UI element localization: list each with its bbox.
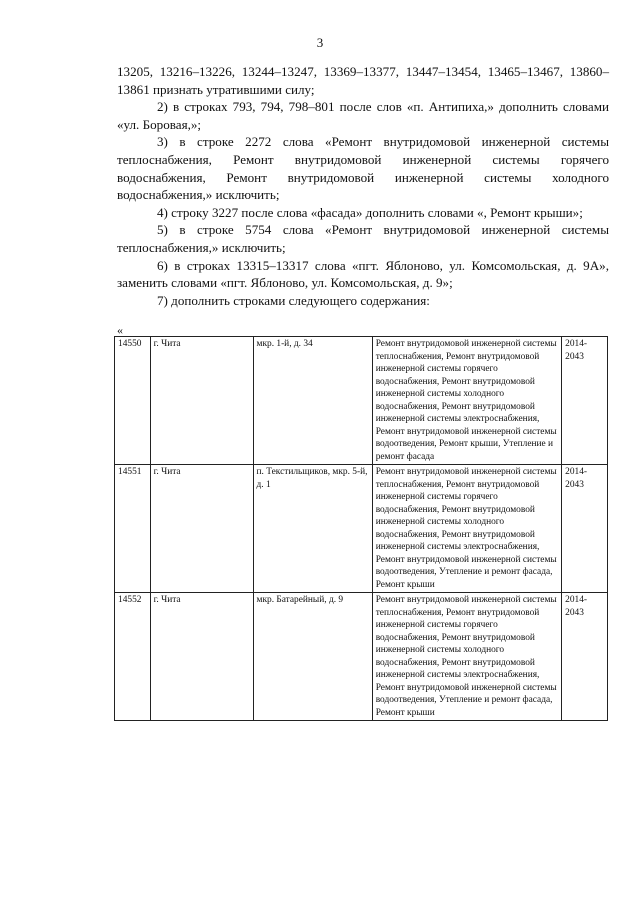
- paragraph-item-5: 5) в строке 5754 слова «Ремонт внутридомовой инженерной системы теплоснабжения,» исключить;: [117, 222, 609, 255]
- row-number-cell: 14552: [115, 593, 151, 721]
- address-cell: мкр. Батарейный, д. 9: [253, 593, 372, 721]
- document-body: [117, 63, 609, 309]
- table-row: [115, 593, 608, 721]
- works-cell: Ремонт внутридомовой инженерной системы теплоснабжения, Ремонт внутридомовой инженерной системы горячего водоснабжения, Ремонт внутридомовой инженерной системы холодного водоснабжения, Ремонт внутридомовой инженерной системы электроснабжения, Ремонт внутридомовой инженерной системы водоотведения, Утепление и ремонт фасада, Ремонт крыши: [372, 465, 561, 593]
- page-number: 3: [316, 35, 324, 50]
- works-cell: Ремонт внутридомовой инженерной системы теплоснабжения, Ремонт внутридомовой инженерной системы горячего водоснабжения, Ремонт внутридомовой инженерной системы холодного водоснабжения, Ремонт внутридомовой инженерной системы электроснабжения, Ремонт внутридомовой инженерной системы водоотведения, Утепление и ремонт фасада, Ремонт крыши: [372, 593, 561, 721]
- paragraph-item-3: 3) в строке 2272 слова «Ремонт внутридомовой инженерной системы теплоснабжения, Ремонт внутридомовой инженерной системы горячего водоснабжения, Ремонт внутридомовой инженерной системы холодного водоснабжения,» исключить;: [117, 134, 609, 203]
- paragraph-continuation: 13205, 13216–13226, 13244–13247, 13369–13377, 13447–13454, 13465–13467, 13860–13861 признать утратившими силу;: [117, 64, 609, 97]
- city-cell: г. Чита: [150, 465, 253, 593]
- table-row: [115, 337, 608, 465]
- paragraph-item-7: 7) дополнить строками следующего содержания:: [157, 292, 430, 308]
- paragraph-item-4: 4) строку 3227 после слова «фасада» дополнить словами «, Ремонт крыши»;: [157, 204, 583, 220]
- city-cell: г. Чита: [150, 593, 253, 721]
- appendix-table: [114, 336, 608, 721]
- period-cell: 2014-2043: [562, 337, 608, 465]
- address-cell: мкр. 1-й, д. 34: [253, 337, 372, 465]
- paragraph-item-2: 2) в строках 793, 794, 798–801 после слов «п. Антипиха,» дополнить словами «ул. Боровая,»;: [117, 99, 609, 132]
- period-cell: 2014-2043: [562, 593, 608, 721]
- row-number-cell: 14550: [115, 337, 151, 465]
- city-cell: г. Чита: [150, 337, 253, 465]
- opening-quote-mark: «: [117, 323, 123, 337]
- address-cell: п. Текстильщиков, мкр. 5-й, д. 1: [253, 465, 372, 593]
- row-number-cell: 14551: [115, 465, 151, 593]
- paragraph-item-6: 6) в строках 13315–13317 слова «пгт. Яблоново, ул. Комсомольская, д. 9А», заменить словами «пгт. Яблоново, ул. Комсомольская, д. 9»;: [117, 257, 609, 291]
- works-cell: Ремонт внутридомовой инженерной системы теплоснабжения, Ремонт внутридомовой инженерной системы горячего водоснабжения, Ремонт внутридомовой инженерной системы холодного водоснабжения, Ремонт внутридомовой инженерной системы электроснабжения, Ремонт внутридомовой инженерной системы водоотведения, Ремонт крыши, Утепление и ремонт фасада: [372, 337, 561, 465]
- table-row: [115, 465, 608, 593]
- period-cell: 2014-2043: [562, 465, 608, 593]
